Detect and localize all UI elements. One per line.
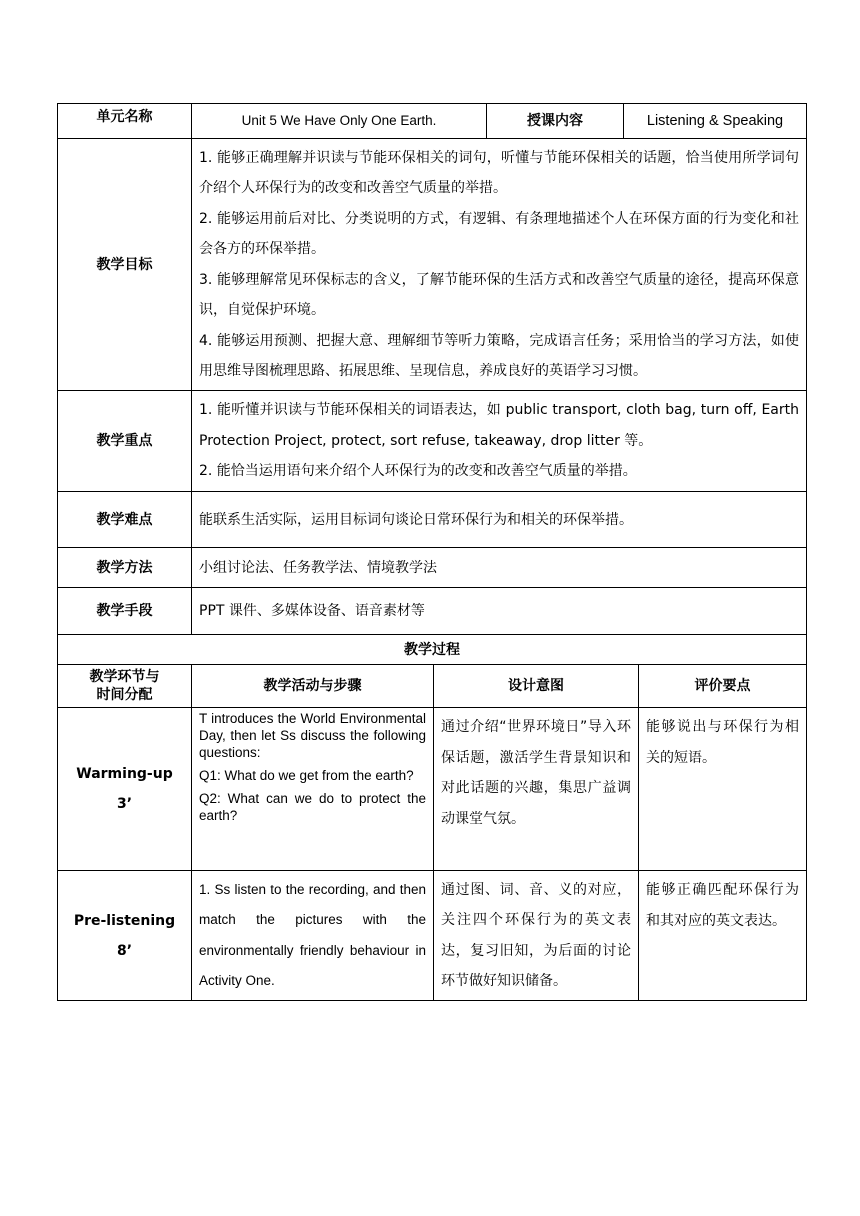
objective-item: 4. 能够运用预测、把握大意、理解细节等听力策略，完成语言任务；采用恰当的学习方法，如使用思维导图梳理思路、拓展思维、呈现信息，养成良好的英语学习习惯。 [199,332,799,379]
stage-cell [58,871,192,1001]
activity-item: 1. Ss listen to the recording, and then match the pictures with the environmentally friendly behaviour in Activity One. [199,881,426,988]
key-points-content [192,391,807,492]
objective-item: 1. 能够正确理解并识读与节能环保相关的词句，听懂与节能环保相关的话题，恰当使用所学词句介绍个人环保行为的改变和改善空气质量的举措。 [199,149,799,196]
activity-item: Q2: What can we do to protect the earth? [199,791,426,823]
activities-cell [192,708,434,871]
process-header-row [58,665,807,708]
key-points-row [58,391,807,492]
objectives-content [192,139,807,391]
column-header-stage-line: 教学环节与 [89,669,160,685]
column-header-activities: 教学活动与步骤 [192,665,434,708]
objectives-row [58,139,807,391]
objective-item: 2. 能够运用前后对比、分类说明的方式，有逻辑、有条理地描述个人在环保方面的行为变化和社会各方的环保举措。 [199,210,799,257]
methods-row [58,548,807,588]
stage-time: 8’ [116,942,133,959]
unit-value: Unit 5 We Have Only One Earth. [192,104,487,139]
column-header-stage-line: 时间分配 [96,687,153,703]
evaluation-cell: 能够正确匹配环保行为和其对应的英文表达。 [639,871,807,1001]
content-label: 授课内容 [487,104,624,139]
process-table [57,634,807,1001]
methods-value: 小组讨论法、任务教学法、情境教学法 [192,548,807,588]
stage-cell [58,708,192,871]
stage-name: Pre-listening [73,912,176,929]
stage-time: 3’ [116,796,133,812]
intent-cell: 通过介绍“世界环境日”导入环保话题，激活学生背景知识和对此话题的兴趣，集思广益调动课堂气氛。 [434,708,639,871]
process-row-pre-listening [58,871,807,1001]
column-header-evaluation: 评价要点 [639,665,807,708]
key-point-item: 2. 能恰当运用语句来介绍个人环保行为的改变和改善空气质量的举措。 [199,463,637,480]
column-header-stage [58,665,192,708]
activity-item: T introduces the World Environmental Day, then let Ss discuss the following questions: [199,711,426,760]
key-point-item: 1. 能听懂并识读与节能环保相关的词语表达，如 public transport, cloth bag, turn off, Earth Protection Project, protect, sort refuse, takeaway, drop litter 等。 [199,402,799,449]
means-value: PPT 课件、多媒体设备、语音素材等 [192,588,807,635]
means-label: 教学手段 [58,588,192,635]
info-table [57,103,807,635]
difficulties-label: 教学难点 [58,492,192,548]
difficulties-row [58,492,807,548]
difficulties-value: 能联系生活实际，运用目标词句谈论日常环保行为和相关的环保举措。 [192,492,807,548]
content-value: Listening & Speaking [624,104,807,139]
objectives-label: 教学目标 [58,139,192,391]
process-row-warming-up [58,708,807,871]
column-header-intent: 设计意图 [434,665,639,708]
methods-label: 教学方法 [58,548,192,588]
process-title-row [58,635,807,665]
unit-row [58,104,807,139]
means-row [58,588,807,635]
process-title: 教学过程 [58,635,807,665]
intent-cell: 通过图、词、音、义的对应，关注四个环保行为的英文表达，复习旧知，为后面的讨论环节做好知识储备。 [434,871,639,1001]
activities-cell [192,871,434,1001]
unit-label: 单元名称 [58,104,192,139]
key-points-label: 教学重点 [58,391,192,492]
activity-item: Q1: What do we get from the earth? [199,768,414,783]
objective-item: 3. 能够理解常见环保标志的含义，了解节能环保的生活方式和改善空气质量的途径，提高环保意识，自觉保护环境。 [199,271,799,318]
stage-name: Warming-up [76,766,173,782]
evaluation-cell: 能够说出与环保行为相关的短语。 [639,708,807,871]
